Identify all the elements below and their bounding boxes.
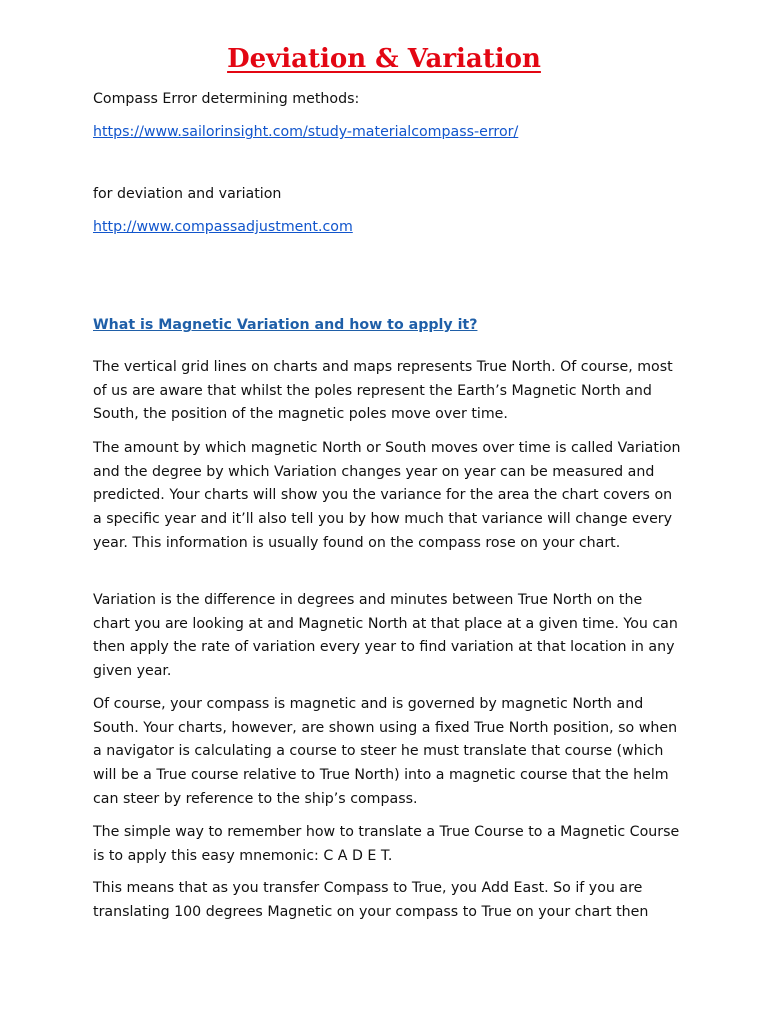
intro-label: Compass Error determining methods: bbox=[93, 91, 360, 107]
paragraph-cadet-mnemonic: The simple way to remember how to translate a True Course to a Magnetic Course is to apply this easy mnemonic: C A D E T. bbox=[93, 824, 680, 864]
deviation-label: for deviation and variation bbox=[93, 186, 282, 202]
paragraph-compass-magnetic: Of course, your compass is magnetic and is governed by magnetic North and South. Your charts, however, are shown using a fixed True North position, so when a navigator is calculating a course to steer he must translate that course (which will be a True course relative to True North) into a magnetic course that the helm can steer by reference to the ship’s compass. bbox=[93, 696, 678, 807]
paragraph-true-north: The vertical grid lines on charts and maps represents True North. Of course, most of us are aware that whilst the poles represent the Earth’s Magnetic North and South, the position of the magnetic poles move over time. bbox=[93, 359, 673, 423]
link-row-2 bbox=[93, 217, 353, 237]
paragraph-variation-amount: The amount by which magnetic North or South moves over time is called Variation and the degree by which Variation changes year on year can be measured and predicted. Your charts will show you the variance for the area the chart covers on a specific year and it’ll also tell you by how much that variance will change every year. This information is usually found on the compass rose on your chart. bbox=[93, 440, 681, 551]
page-title: Deviation & Variation bbox=[227, 44, 541, 74]
compassadjustment-link[interactable]: http://www.compassadjustment.com bbox=[93, 219, 353, 235]
paragraph-compass-to-true: This means that as you transfer Compass to True, you Add East. So if you are translating 100 degrees Magnetic on your compass to True on your chart then bbox=[93, 880, 649, 920]
subheading-row bbox=[93, 315, 477, 335]
sailorinsight-link[interactable]: https://www.sailorinsight.com/study-materialcompass-error/ bbox=[93, 124, 519, 140]
section-subheading-link[interactable]: What is Magnetic Variation and how to apply it? bbox=[93, 317, 478, 333]
paragraph-variation-definition: Variation is the difference in degrees and minutes between True North on the chart you are looking at and Magnetic North at that place at a given time. You can then apply the rate of variation every year to find variation at that location in any given year. bbox=[93, 592, 678, 680]
link-row-1 bbox=[93, 122, 518, 142]
